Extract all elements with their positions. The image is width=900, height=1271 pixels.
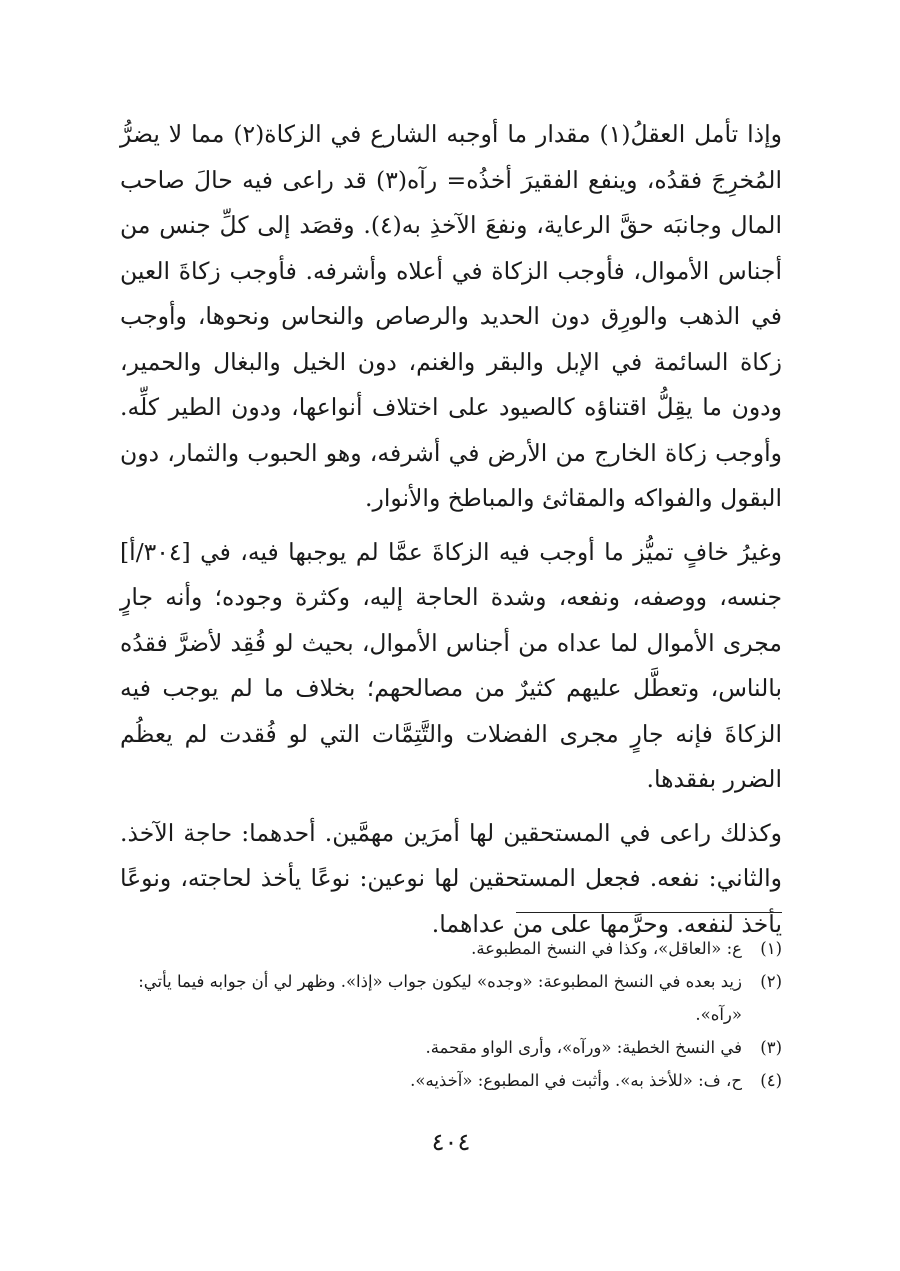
footnote-number: (٢): [760, 972, 782, 991]
footnote-text: في النسخ الخطية: «ورآه»، وأرى الواو مقحمة.: [425, 1038, 742, 1057]
body-paragraph-2: وغيرُ خافٍ تميُّز ما أوجب فيه الزكاةَ عمَّا لم يوجبها فيه، في [٣٠٤/أ] جنسه، ووصفه، ونفعه، وشدة الحاجة إليه، وكثرة وجوده؛ وأنه جارٍ مجرى الأموال لما عداه من أجناس الأموال، بحيث لو فُقِد لأضرَّ فقدُه بالناس، وتعطَّل عليهم كثيرٌ من مصالحهم؛ بخلاف ما لم يوجب فيه الزكاةَ فإنه جارٍ مجرى الفضلات والتَّتِمَّات التي لو فُقدت لم يعظُم الضرر بفقدها.: [120, 537, 782, 793]
body-paragraph-3: وكذلك راعى في المستحقين لها أمرَين مهمَّين. أحدهما: حاجة الآخذ. والثاني: نفعه. فجعل المستحقين لها نوعين: نوعًا يأخذ لحاجته، ونوعًا يأخذ لنفعه. وحرَّمها على من عداهما.: [120, 818, 782, 938]
page-content: [120, 112, 782, 1156]
footnote-text: زيد بعده في النسخ المطبوعة: «وجده» ليكون جواب «إذا». وظهر لي أن جوابه فيما يأتي: «رآه».: [138, 972, 742, 1024]
footnote-2: [120, 965, 782, 1031]
footnote-number: (٣): [760, 1038, 782, 1057]
footnote-divider: [516, 912, 782, 913]
body-paragraph-1: وإذا تأمل العقلُ(١) مقدار ما أوجبه الشارع في الزكاة(٢) مما لا يضرُّ المُخرِجَ فقدُه، وينفع الفقيرَ أخذُه= رآه(٣) قد راعى فيه حالَ صاحب المال وجانبَه حقَّ الرعاية، ونفعَ الآخذِ به(٤). وقصَد إلى كلِّ جنس من أجناس الأموال، فأوجب الزكاة في أعلاه وأشرفه. فأوجب زكاةَ العين في الذهب والورِق دون الحديد والرصاص والنحاس ونحوها، وأوجب زكاة السائمة في الإبل والبقر والغنم، دون الخيل والبغال والحمير، ودون ما يقِلُّ اقتناؤه كالصيود على اختلاف أنواعها، ودون الطير كلِّه. وأوجب زكاة الخارج من الأرض في أشرفه، وهو الحبوب والثمار، دون البقول والفواكه والمقاثئ والمباطخ والأنوار.: [120, 120, 782, 512]
footnote-number: (٤): [760, 1071, 782, 1090]
footnote-number: (١): [760, 939, 782, 958]
footnote-text: ح، ف: «للأخذ به». وأثبت في المطبوع: «آخذيه».: [410, 1071, 742, 1090]
footnote-text: ع: «العاقل»، وكذا في النسخ المطبوعة.: [471, 939, 742, 958]
footnote-1: [120, 932, 782, 965]
footnotes: [120, 932, 782, 1097]
footnote-3: [120, 1031, 782, 1064]
page-number: ٤٠٤: [431, 1128, 471, 1156]
footnote-4: [120, 1064, 782, 1097]
